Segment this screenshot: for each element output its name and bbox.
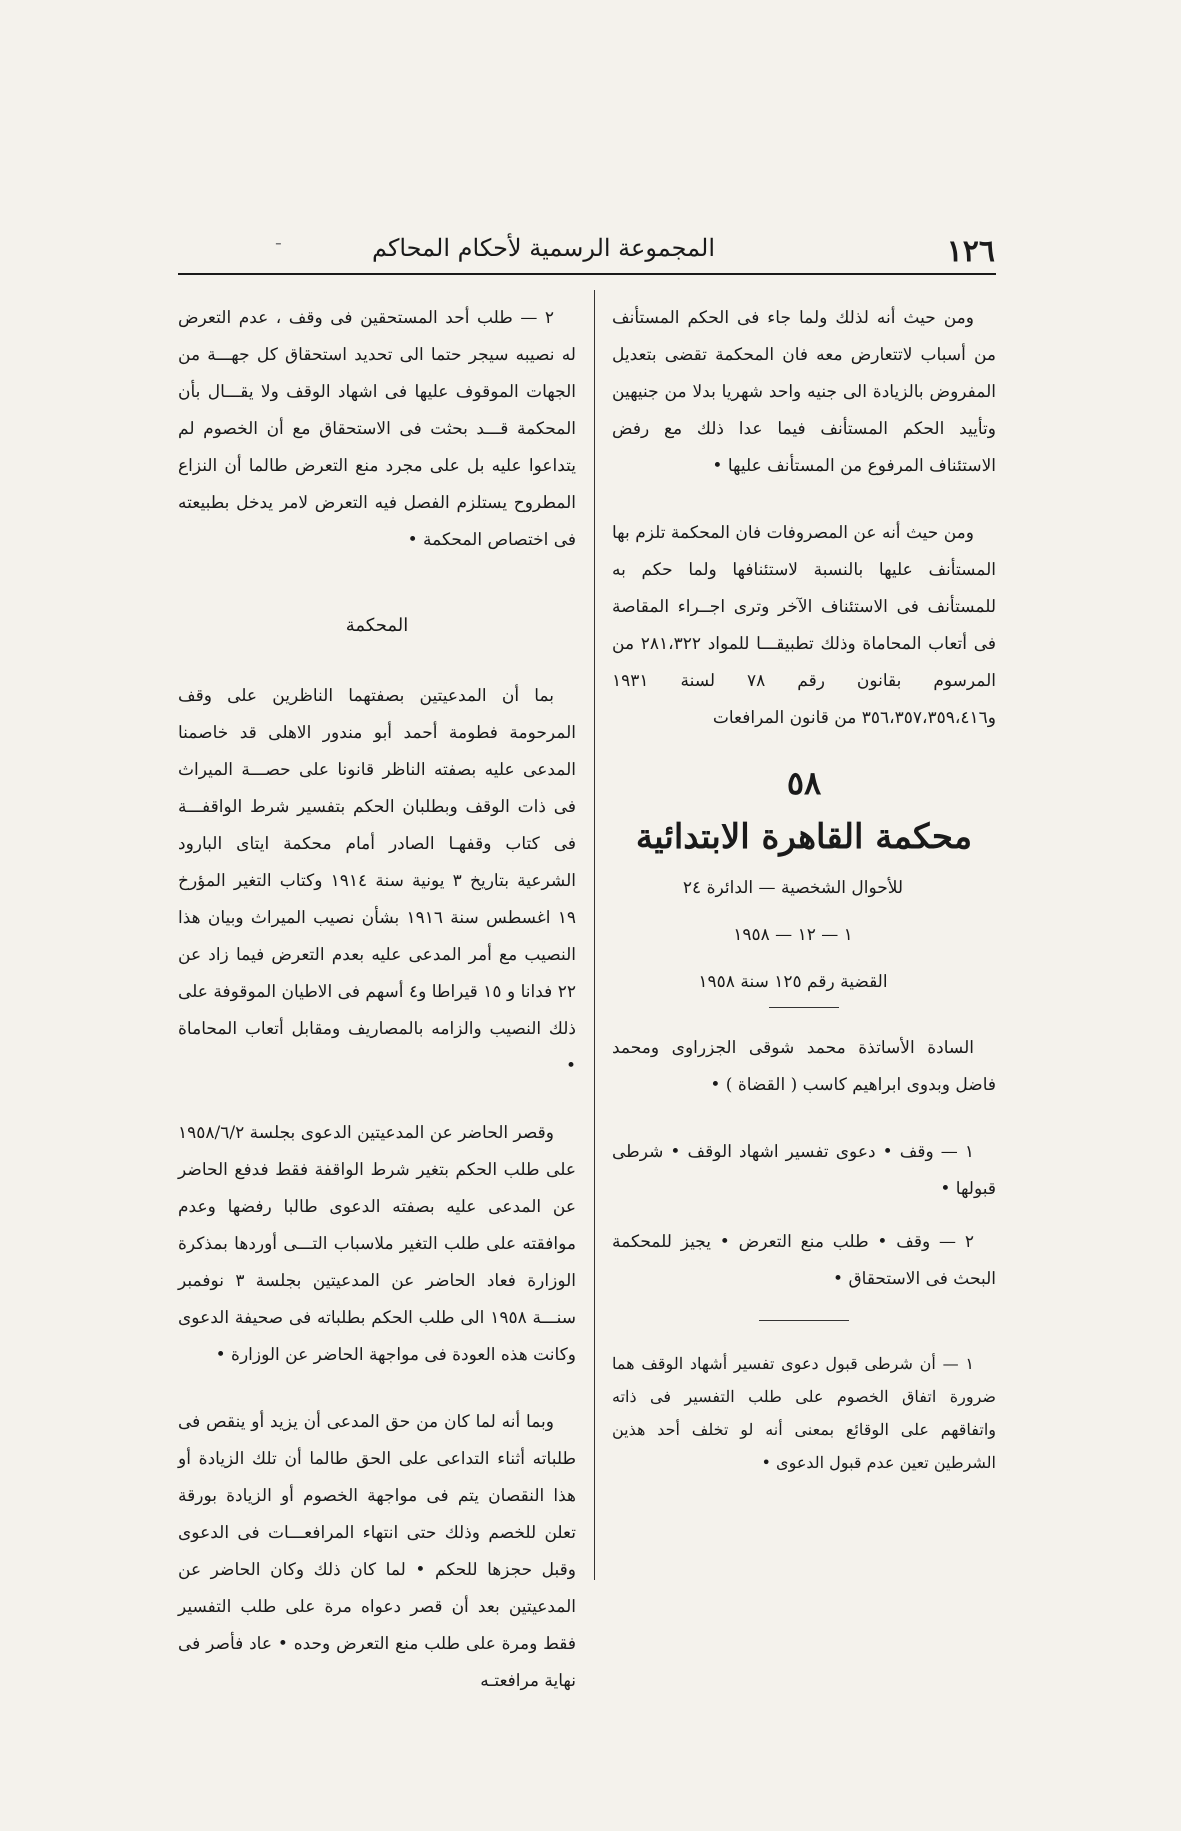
column-divider bbox=[594, 290, 595, 1580]
headnote-1: ١ — وقف • دعوى تفسير اشهاد الوقف • شرطى قبولها • bbox=[612, 1142, 996, 1199]
right-column bbox=[612, 300, 996, 1479]
section-title: المحكمة bbox=[345, 615, 409, 636]
page-header bbox=[175, 228, 995, 272]
header-rule bbox=[178, 273, 996, 275]
paragraph: بما أن المدعيتين بصفتهما الناظرين على وقف المرحومة فطومة أحمد أبو مندور الاهلى قد خاصمنا المدعى عليه بصفته الناظر قانونا على حصـــة الميراث فى ذات الوقف وبطلبان الحكم بتفسير شرط الواقفـــة فى كتاب وقفهـا الصادر أمام محكمة ايتاى البارود الشرعية بتاريخ ٣ يونية سنة ١٩١٤ وكتاب التغير المؤرخ ١٩ اغسطس سنة ١٩١٦ بشأن نصيب الميراث وبيان هذا النصيب مع أمر المدعى عليه بعدم التعرض فيما زاد عن ٢٢ فدانا و ١٥ قيراطا و٤ أسهم فى الاطيان الموقوفة على ذلك النصيب والزامه بالمصاريف ومقابل أتعاب المحاماة • bbox=[178, 686, 576, 1076]
principle-2: ٢ — طلب أحد المستحقين فى وقف ، عدم التعرض له نصيبه سيجر حتما الى تحديد استحقاق كل جهـــة من الجهات الموقوف عليها فى اشهاد الوقف ولا يقـــال بأن المحكمة قـــد بحثت فى الاستحقاق مع أن الخصوم لم يتداعوا عليه بل على مجرد منع التعرض طالما أن النزاع المطروح يستلزم الفصل فيه التعرض لامر يدخل بطبيعته فى اختصاص المحكمة • bbox=[178, 308, 576, 550]
headnote-2: ٢ — وقف • طلب منع التعرض • يجيز للمحكمة البحث فى الاستحقاق • bbox=[612, 1232, 996, 1289]
paragraph: وبما أنه لما كان من حق المدعى أن يزيد أو ينقص فى طلباته أثناء التداعى على الحق طالما أن تلك الزيادة أو هذا النقصان يتم فى مواجهة الخصوم أو الزيادة بورقة تعلن للخصم وذلك حتى انتهاء المرافعـــات فى الدعوى وقبل حجزها للحكم • لما كان ذلك وكان الحاضر عن المدعيتين بعد أن قصر دعواه مرة على طلب التفسير فقط ومرة على طلب منع التعرض وحده • عاد فأصر فى نهاية مرافعتـه bbox=[178, 1412, 576, 1691]
header-mark: - bbox=[275, 230, 282, 254]
paragraph: ومن حيث أنه عن المصروفات فان المحكمة تلزم بها المستأنف عليها بالنسبة لاستئنافها ولما حكم به للمستأنف فى الاستئناف الآخر وترى اجــراء المقاصة فى أتعاب المحاماة وذلك تطبيقـــا للمواد ٢٨١،٣٢٢ من المرسوم بقانون رقم ٧٨ لسنة ١٩٣١ و٣٥٦،٣٥٧،٣٥٩،٤١٦ من قانون المرافعات bbox=[612, 523, 996, 728]
judgment-date: ١ — ١٢ — ١٩٥٨ bbox=[733, 925, 853, 945]
paragraph: ومن حيث أنه لذلك ولما جاء فى الحكم المستأنف من أسباب لاتتعارض معه فان المحكمة تقضى بتعديل المفروض بالزيادة الى جنيه واحد شهريا بدلا من جنيهين وتأييد الحكم المستأنف فيما عدا ذلك مع رفض الاستئناف المرفوع من المستأنف عليها • bbox=[612, 308, 996, 476]
case-reference: القضية رقم ١٢٥ سنة ١٩٥٨ bbox=[698, 972, 888, 992]
running-title: المجموعة الرسمية لأحكام المحاكم bbox=[371, 234, 715, 262]
page-number: ١٢٦ bbox=[946, 234, 995, 269]
case-number: ٥٨ bbox=[786, 764, 822, 802]
principle-1: ١ — أن شرطى قبول دعوى تفسير أشهاد الوقف هما ضرورة اتفاق الخصوم على طلب التفسير فى ذاته واتفاقهم على الوقائع بمعنى أنه لو تخلف أحد هذين الشرطين تعين عدم قبول الدعوى • bbox=[612, 1354, 996, 1472]
left-column bbox=[178, 300, 576, 1700]
court-name: محكمة القاهرة الابتدائية bbox=[635, 817, 973, 857]
separator bbox=[769, 1007, 839, 1008]
paragraph: وقصر الحاضر عن المدعيتين الدعوى بجلسة ١٩٥٨/٦/٢ على طلب الحكم بتغير شرط الواقفة فقط فدفع الحاضر عن المدعى عليه بصفته الدعوى طالبا رفضها وعدم موافقته على طلب التغير ملاسباب التـــى أوردها بمذكرة الوزارة فعاد الحاضر عن المدعيتين بجلسة ٣ نوفمبر سنـــة ١٩٥٨ الى طلب الحكم بطلباته فى صحيفة الدعوى وكانت هذه العودة فى مواجهة الحاضر عن الوزارة • bbox=[178, 1123, 576, 1365]
circuit: للأحوال الشخصية — الدائرة ٢٤ bbox=[682, 878, 904, 898]
judges: السادة الأساتذة محمد شوقى الجزراوى ومحمد فاضل وبدوى ابراهيم كاسب ( القضاة ) • bbox=[612, 1038, 996, 1095]
separator bbox=[759, 1320, 849, 1321]
